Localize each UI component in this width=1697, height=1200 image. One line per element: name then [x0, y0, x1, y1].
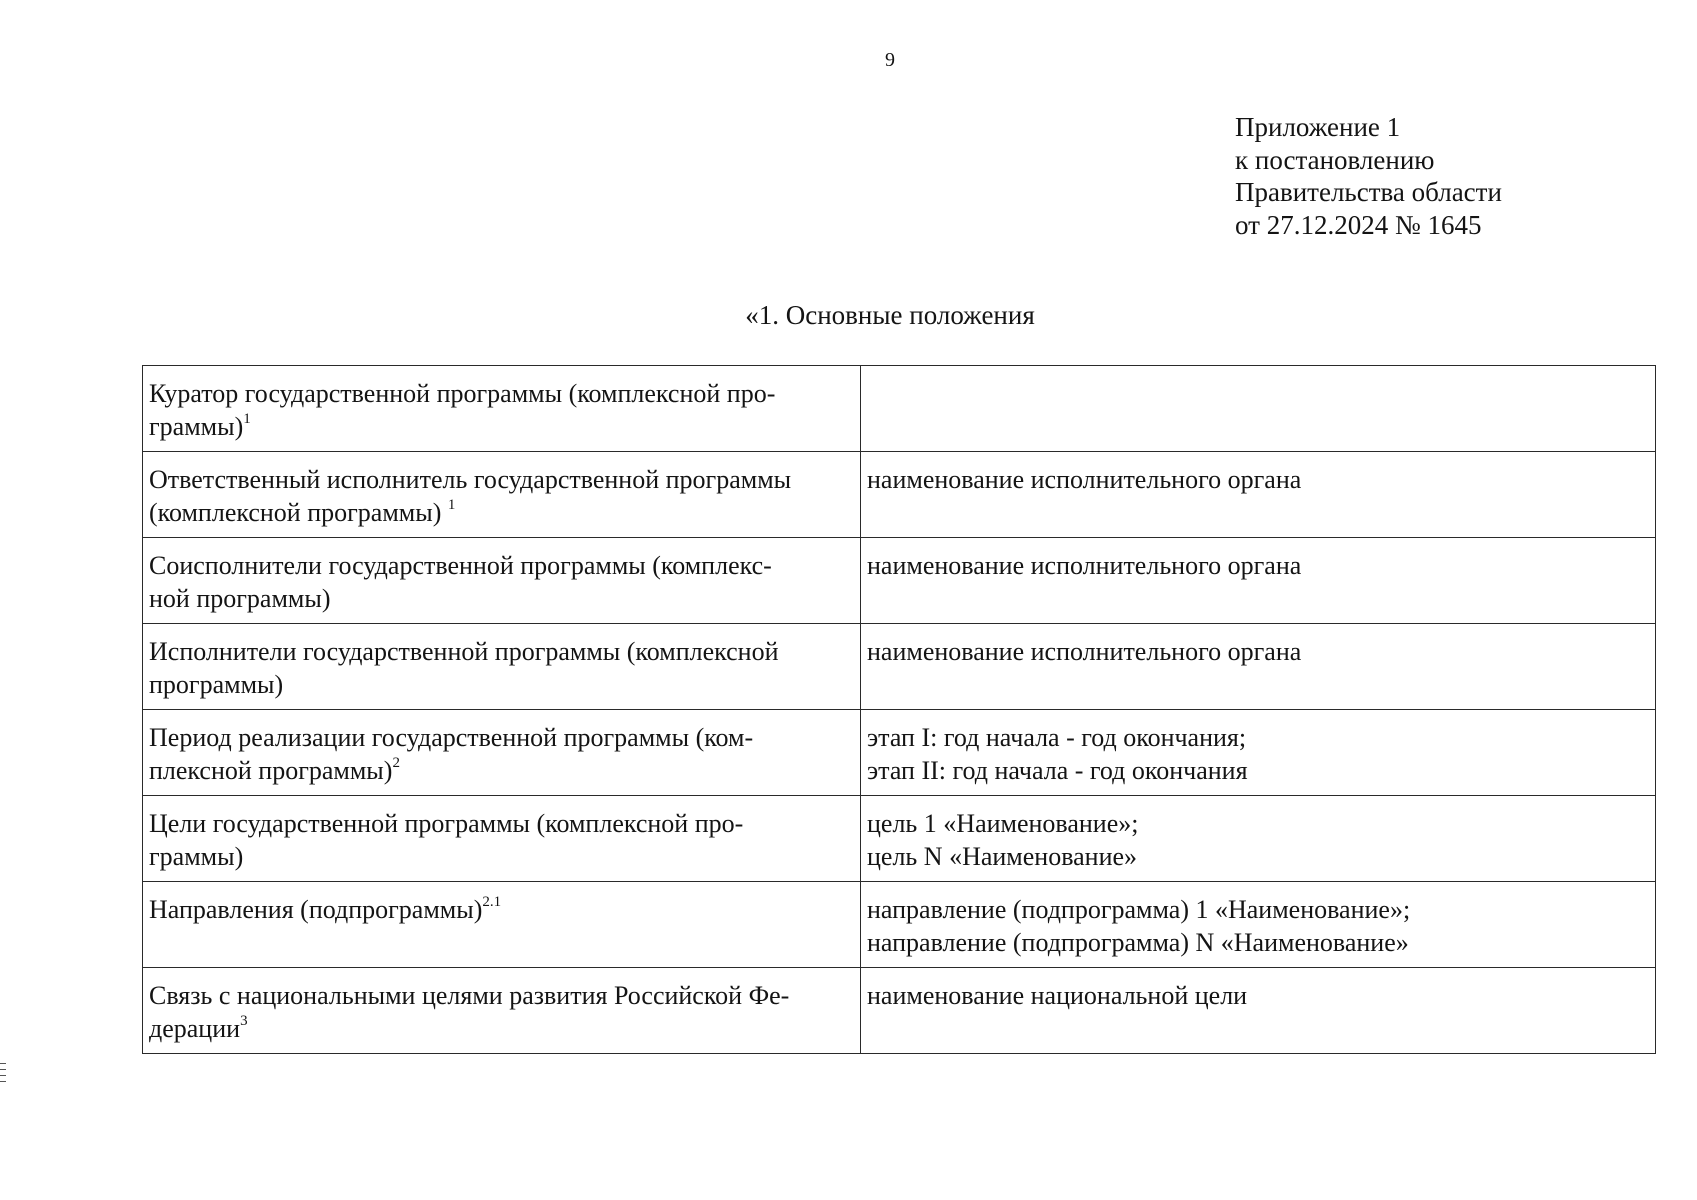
- label-line: [149, 841, 854, 874]
- footnote-marker: 1: [447, 496, 456, 513]
- label-line: [149, 669, 854, 702]
- value-line: наименование исполнительного органа: [867, 551, 1302, 580]
- appendix-line-2: к постановлению: [1235, 144, 1435, 175]
- table-row: [143, 538, 1656, 624]
- label-text: Цели государственной программы (комплексной про-: [149, 809, 744, 838]
- label-text: Направления (подпрограммы): [149, 895, 483, 924]
- label-line: [149, 583, 854, 616]
- row-label-cell: [143, 366, 861, 452]
- label-text: (комплексной программы): [149, 497, 448, 527]
- label-text: Период реализации государственной программы (ком-: [149, 723, 754, 752]
- value-line: наименование исполнительного органа: [867, 465, 1302, 494]
- label-line: [149, 378, 854, 411]
- page-number: 9: [885, 49, 895, 71]
- row-label-cell: [143, 882, 861, 968]
- table-row: [143, 710, 1656, 796]
- footnote-marker: 2.1: [482, 894, 502, 910]
- value-line: цель N «Наименование»: [867, 841, 1138, 871]
- value-line: наименование национальной цели: [867, 981, 1248, 1010]
- label-text: ной программы): [149, 583, 331, 613]
- value-line: цель 1 «Наименование»;: [867, 809, 1139, 838]
- table-body: [143, 366, 1656, 1054]
- label-text: Ответственный исполнитель государственной программы: [149, 465, 792, 494]
- label-text: Соисполнители государственной программы (комплекс-: [149, 551, 772, 580]
- footnote-marker: 1: [243, 410, 251, 427]
- label-line: [149, 550, 854, 583]
- row-label-cell: [143, 538, 861, 624]
- table-row: [143, 624, 1656, 710]
- appendix-line-4: от 27.12.2024 № 1645: [1235, 209, 1482, 240]
- row-label-cell: [143, 968, 861, 1054]
- label-line: [149, 722, 854, 755]
- table-row: [143, 968, 1656, 1054]
- table-row: [143, 796, 1656, 882]
- row-label-cell: [143, 710, 861, 796]
- row-label-cell: [143, 452, 861, 538]
- label-text: Связь с национальными целями развития Российской Фе-: [149, 981, 790, 1010]
- value-line: направление (подпрограмма) N «Наименование»: [867, 927, 1409, 957]
- label-text: программы): [149, 669, 284, 699]
- label-text: граммы): [149, 411, 244, 441]
- value-line: направление (подпрограмма) 1 «Наименование»;: [867, 895, 1411, 924]
- appendix-line-3: Правительства области: [1235, 177, 1502, 207]
- row-value-cell: [861, 624, 1656, 710]
- label-line: [149, 980, 854, 1013]
- appendix-line-1: Приложение 1: [1235, 112, 1401, 142]
- label-line: [149, 755, 854, 788]
- label-line: [149, 464, 854, 497]
- label-text: граммы): [149, 841, 244, 871]
- program-passport-table: [142, 365, 1656, 1054]
- label-text: дерации: [149, 1013, 241, 1043]
- label-line: [149, 894, 854, 927]
- label-line: [149, 497, 854, 530]
- label-text: Исполнители государственной программы (комплексной: [149, 637, 779, 666]
- value-line: этап I: год начала - год окончания;: [867, 723, 1247, 752]
- row-label-cell: [143, 624, 861, 710]
- row-value-cell: [861, 968, 1656, 1054]
- table-row: [143, 882, 1656, 968]
- table-row: [143, 452, 1656, 538]
- label-text: плексной программы): [149, 755, 393, 785]
- margin-marks: [0, 1063, 6, 1087]
- appendix-block: [1235, 111, 1502, 241]
- footnote-marker: 2: [392, 754, 400, 771]
- row-value-cell: [861, 452, 1656, 538]
- section-title: «1. Основные положения: [745, 300, 1035, 330]
- row-value-cell: [861, 366, 1656, 452]
- row-value-cell: [861, 882, 1656, 968]
- label-line: [149, 411, 854, 444]
- value-line: наименование исполнительного органа: [867, 637, 1302, 666]
- label-line: [149, 636, 854, 669]
- table-row: [143, 366, 1656, 452]
- row-value-cell: [861, 710, 1656, 796]
- row-label-cell: [143, 796, 861, 882]
- label-text: Куратор государственной программы (комплексной про-: [149, 379, 776, 408]
- row-value-cell: [861, 538, 1656, 624]
- row-value-cell: [861, 796, 1656, 882]
- label-line: [149, 1013, 854, 1046]
- label-line: [149, 808, 854, 841]
- footnote-marker: 3: [240, 1012, 248, 1029]
- value-line: этап II: год начала - год окончания: [867, 755, 1248, 785]
